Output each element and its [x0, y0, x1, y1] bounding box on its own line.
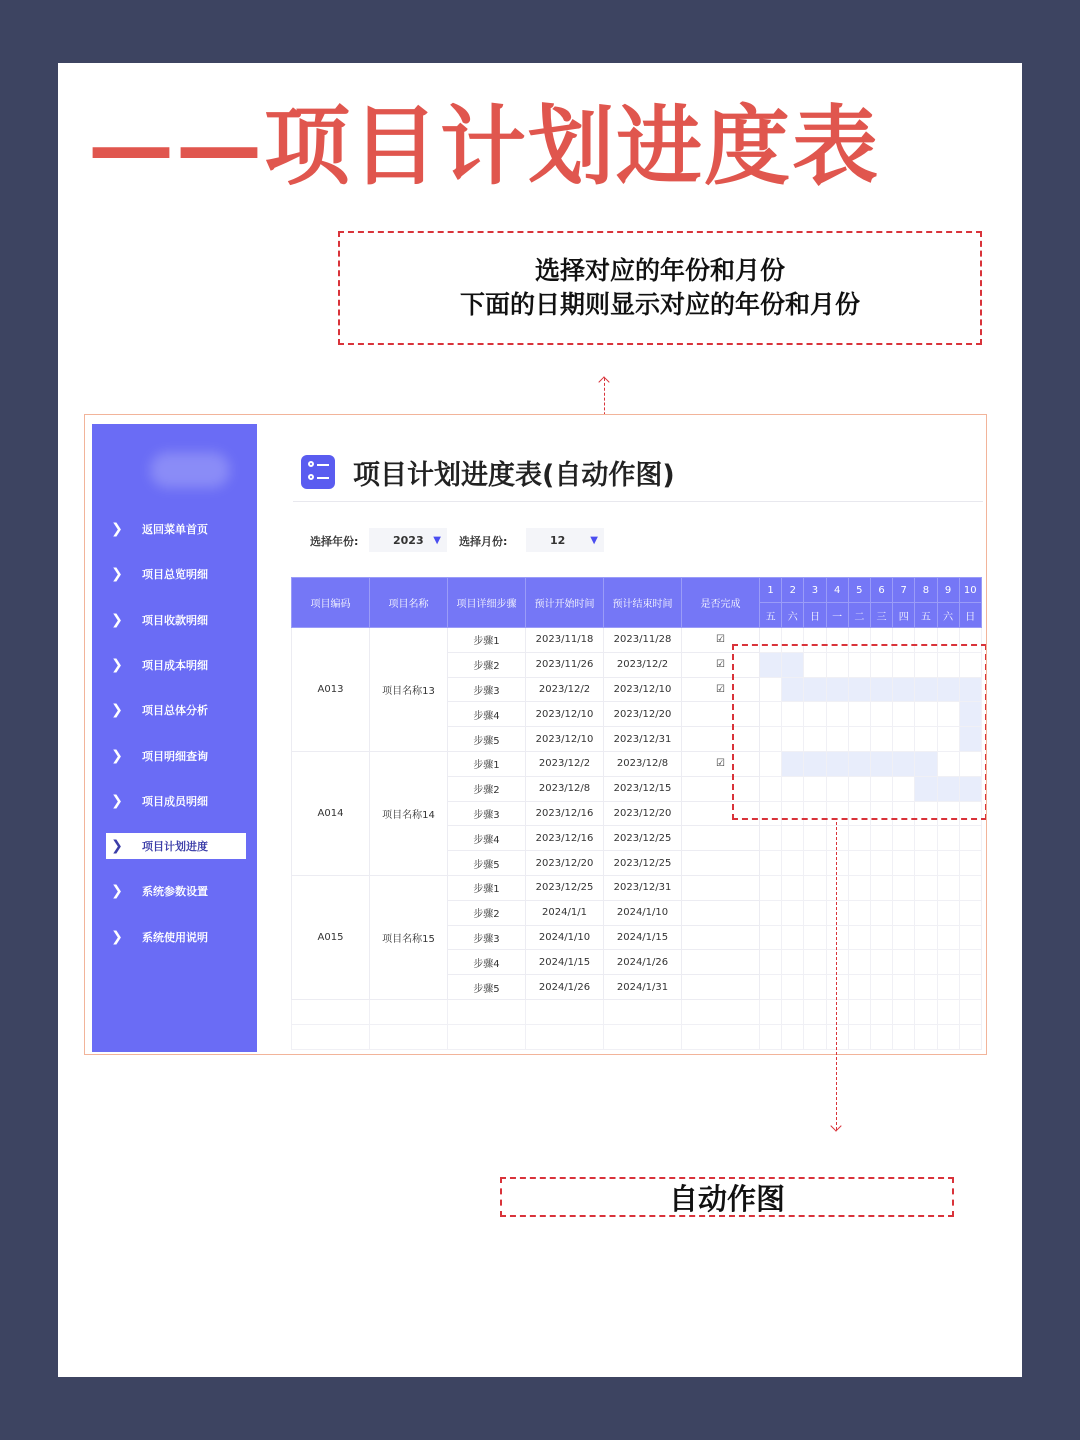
- start-date-cell: 2023/11/26: [526, 652, 604, 677]
- gantt-cell: [870, 826, 892, 851]
- callout-select-year-month: [338, 231, 982, 345]
- step-cell: 步骤5: [448, 727, 526, 752]
- end-date-cell: 2023/12/31: [604, 727, 682, 752]
- weekday-header: 日: [804, 603, 826, 628]
- empty-row: [292, 1024, 982, 1049]
- sidebar-item-label: 项目总览明细: [142, 568, 208, 582]
- sidebar-item-label: 项目成本明细: [142, 658, 208, 672]
- start-date-cell: 2024/1/26: [526, 975, 604, 1000]
- step-cell: 步骤2: [448, 900, 526, 925]
- gantt-cell: [915, 975, 937, 1000]
- gantt-cell: [893, 975, 915, 1000]
- start-date-cell: 2023/12/8: [526, 776, 604, 801]
- empty-cell: [526, 999, 604, 1024]
- chevron-right-icon: ❯: [111, 521, 123, 537]
- gantt-cell: [893, 925, 915, 950]
- gantt-cell: [782, 925, 804, 950]
- start-date-cell: 2023/12/16: [526, 826, 604, 851]
- end-date-cell: 2023/12/8: [604, 751, 682, 776]
- gantt-cell: [804, 826, 826, 851]
- gantt-cell: [826, 925, 848, 950]
- chevron-right-icon: ❯: [111, 747, 123, 764]
- gantt-cell: [870, 975, 892, 1000]
- gantt-cell: [760, 950, 782, 975]
- sidebar-item-label: 系统参数设置: [142, 885, 208, 899]
- month-value: 12: [550, 533, 566, 547]
- gantt-cell: [760, 826, 782, 851]
- logo: [150, 452, 230, 488]
- empty-cell: [370, 1024, 448, 1049]
- gantt-cell: [782, 875, 804, 900]
- gantt-cell: [915, 826, 937, 851]
- empty-cell: [604, 999, 682, 1024]
- project-name: 项目名称13: [370, 628, 448, 752]
- done-checkbox[interactable]: ☑: [682, 628, 760, 653]
- gantt-cell: [937, 900, 959, 925]
- column-header: 是否完成: [682, 578, 760, 628]
- gantt-cell: [782, 826, 804, 851]
- gantt-cell: [826, 975, 848, 1000]
- gantt-cell: [893, 900, 915, 925]
- done-checkbox[interactable]: ☑: [682, 652, 760, 677]
- empty-cell: [292, 999, 370, 1024]
- column-header: 项目详细步骤: [448, 578, 526, 628]
- gantt-cell: [915, 950, 937, 975]
- column-header: 预计开始时间: [526, 578, 604, 628]
- empty-cell: [604, 1024, 682, 1049]
- empty-cell: [848, 999, 870, 1024]
- gantt-cell: [782, 975, 804, 1000]
- gantt-cell: [848, 925, 870, 950]
- gantt-cell: [959, 900, 981, 925]
- sidebar-item-label: 项目明细查询: [142, 749, 208, 763]
- done-checkbox[interactable]: [682, 851, 760, 876]
- month-label: 选择月份:: [459, 535, 508, 548]
- gantt-cell: [848, 975, 870, 1000]
- day-header: 6: [870, 578, 892, 603]
- gantt-cell: [848, 875, 870, 900]
- end-date-cell: 2023/11/28: [604, 628, 682, 653]
- step-cell: 步骤4: [448, 702, 526, 727]
- empty-cell: [826, 999, 848, 1024]
- weekday-header: 五: [760, 603, 782, 628]
- end-date-cell: 2024/1/26: [604, 950, 682, 975]
- sidebar-item[interactable]: [106, 516, 246, 542]
- table-row: [292, 875, 982, 900]
- start-date-cell: 2023/12/16: [526, 801, 604, 826]
- empty-cell: [915, 999, 937, 1024]
- step-cell: 步骤3: [448, 925, 526, 950]
- gantt-cell: [937, 851, 959, 876]
- step-cell: 步骤3: [448, 801, 526, 826]
- gantt-cell: [870, 851, 892, 876]
- sidebar-item-label: 系统使用说明: [142, 930, 208, 944]
- empty-cell: [937, 1024, 959, 1049]
- page-title: 项目计划进度表(自动作图): [353, 460, 675, 491]
- day-header: 8: [915, 578, 937, 603]
- gantt-cell: [959, 950, 981, 975]
- gantt-cell: [782, 900, 804, 925]
- start-date-cell: 2023/12/10: [526, 727, 604, 752]
- column-header: 项目名称: [370, 578, 448, 628]
- chevron-right-icon: ❯: [111, 883, 123, 900]
- gantt-cell: [848, 826, 870, 851]
- step-cell: 步骤5: [448, 851, 526, 876]
- project-code: A015: [292, 875, 370, 999]
- start-date-cell: 2023/12/25: [526, 875, 604, 900]
- app-screenshot: [84, 414, 987, 1055]
- start-date-cell: 2023/12/2: [526, 677, 604, 702]
- end-date-cell: 2024/1/31: [604, 975, 682, 1000]
- start-date-cell: 2023/12/20: [526, 851, 604, 876]
- gantt-cell: [937, 925, 959, 950]
- done-checkbox[interactable]: [682, 826, 760, 851]
- empty-cell: [848, 1024, 870, 1049]
- weekday-header: 三: [870, 603, 892, 628]
- end-date-cell: 2023/12/20: [604, 801, 682, 826]
- gantt-cell: [760, 925, 782, 950]
- chevron-right-icon: ❯: [111, 792, 123, 809]
- empty-cell: [804, 999, 826, 1024]
- auto-chart-highlight: [732, 644, 987, 820]
- end-date-cell: 2023/12/31: [604, 875, 682, 900]
- step-cell: 步骤1: [448, 628, 526, 653]
- gantt-cell: [848, 950, 870, 975]
- chevron-right-icon: ❯: [111, 702, 123, 719]
- day-header: 5: [848, 578, 870, 603]
- gantt-cell: [915, 900, 937, 925]
- chevron-right-icon: ❯: [111, 838, 123, 855]
- weekday-header: 六: [782, 603, 804, 628]
- gantt-cell: [959, 925, 981, 950]
- gantt-cell: [870, 900, 892, 925]
- day-header: 3: [804, 578, 826, 603]
- sidebar-item[interactable]: [106, 697, 246, 723]
- gantt-cell: [826, 900, 848, 925]
- step-cell: 步骤3: [448, 677, 526, 702]
- sidebar-item-label: 返回菜单首页: [142, 523, 208, 536]
- sidebar-item[interactable]: [106, 607, 246, 633]
- empty-cell: [682, 1024, 760, 1049]
- title-divider: [293, 501, 983, 502]
- project-name: 项目名称14: [370, 751, 448, 875]
- empty-cell: [292, 1024, 370, 1049]
- project-code: A014: [292, 751, 370, 875]
- empty-cell: [782, 1024, 804, 1049]
- gantt-cell: [826, 826, 848, 851]
- callout-line-2: 下面的日期则显示对应的年份和月份: [459, 290, 860, 319]
- end-date-cell: 2024/1/15: [604, 925, 682, 950]
- step-cell: 步骤2: [448, 652, 526, 677]
- column-header: 项目编码: [292, 578, 370, 628]
- gantt-cell: [848, 851, 870, 876]
- day-header: 2: [782, 578, 804, 603]
- start-date-cell: 2023/12/10: [526, 702, 604, 727]
- gantt-cell: [937, 950, 959, 975]
- gantt-cell: [893, 950, 915, 975]
- step-cell: 步骤4: [448, 826, 526, 851]
- empty-cell: [760, 999, 782, 1024]
- end-date-cell: 2024/1/10: [604, 900, 682, 925]
- sidebar-item[interactable]: [106, 561, 246, 587]
- day-header: 10: [959, 578, 981, 603]
- project-code: A013: [292, 628, 370, 752]
- empty-cell: [782, 999, 804, 1024]
- gantt-cell: [893, 826, 915, 851]
- empty-cell: [370, 999, 448, 1024]
- start-date-cell: 2024/1/1: [526, 900, 604, 925]
- start-date-cell: 2023/11/18: [526, 628, 604, 653]
- end-date-cell: 2023/12/20: [604, 702, 682, 727]
- weekday-header: 五: [915, 603, 937, 628]
- gantt-cell: [826, 851, 848, 876]
- empty-cell: [937, 999, 959, 1024]
- end-date-cell: 2023/12/15: [604, 776, 682, 801]
- gantt-cell: [804, 875, 826, 900]
- weekday-header: 二: [848, 603, 870, 628]
- weekday-header: 日: [959, 603, 981, 628]
- done-checkbox[interactable]: ☑: [682, 677, 760, 702]
- chevron-right-icon: ❯: [111, 656, 123, 673]
- done-checkbox[interactable]: [682, 900, 760, 925]
- gantt-cell: [893, 875, 915, 900]
- start-date-cell: 2024/1/15: [526, 950, 604, 975]
- gantt-cell: [848, 900, 870, 925]
- day-header: 1: [760, 578, 782, 603]
- end-date-cell: 2023/12/25: [604, 826, 682, 851]
- start-date-cell: 2023/12/2: [526, 751, 604, 776]
- done-checkbox[interactable]: [682, 925, 760, 950]
- checklist-icon: [301, 455, 335, 489]
- gantt-cell: [870, 875, 892, 900]
- weekday-header: 一: [826, 603, 848, 628]
- year-label: 选择年份:: [310, 535, 359, 548]
- gantt-cell: [760, 975, 782, 1000]
- empty-cell: [760, 1024, 782, 1049]
- gantt-cell: [915, 875, 937, 900]
- chevron-right-icon: ❯: [111, 928, 123, 945]
- gantt-cell: [893, 851, 915, 876]
- dropdown-triangle-icon: ▼: [433, 534, 441, 546]
- gantt-cell: [915, 925, 937, 950]
- gantt-cell: [959, 851, 981, 876]
- day-header: 7: [893, 578, 915, 603]
- chevron-right-icon: ❯: [111, 566, 123, 583]
- connector-arrow-down: [836, 822, 837, 1130]
- empty-cell: [826, 1024, 848, 1049]
- empty-cell: [682, 999, 760, 1024]
- gantt-cell: [804, 975, 826, 1000]
- weekday-header: 四: [893, 603, 915, 628]
- gantt-cell: [870, 925, 892, 950]
- gantt-cell: [782, 851, 804, 876]
- done-checkbox[interactable]: ☑: [682, 751, 760, 776]
- sidebar-item[interactable]: [106, 652, 246, 678]
- gantt-cell: [937, 975, 959, 1000]
- callout-auto-chart: 自动作图: [500, 1177, 954, 1217]
- day-header: 4: [826, 578, 848, 603]
- sidebar-item-label: 项目成员明细: [142, 794, 208, 808]
- step-cell: 步骤4: [448, 950, 526, 975]
- done-checkbox[interactable]: [682, 875, 760, 900]
- gantt-cell: [937, 875, 959, 900]
- end-date-cell: 2023/12/10: [604, 677, 682, 702]
- empty-cell: [915, 1024, 937, 1049]
- gantt-cell: [937, 826, 959, 851]
- sidebar-item[interactable]: [106, 743, 246, 769]
- gantt-cell: [760, 851, 782, 876]
- day-header: 9: [937, 578, 959, 603]
- end-date-cell: 2023/12/2: [604, 652, 682, 677]
- sidebar-item[interactable]: [106, 833, 246, 859]
- empty-cell: [448, 999, 526, 1024]
- step-cell: 步骤1: [448, 875, 526, 900]
- gantt-cell: [804, 925, 826, 950]
- empty-cell: [448, 1024, 526, 1049]
- year-value: 2023: [393, 533, 424, 547]
- sidebar-item[interactable]: [106, 878, 246, 904]
- sidebar-item-label: 项目收款明细: [142, 613, 208, 627]
- empty-cell: [870, 999, 892, 1024]
- dropdown-triangle-icon: ▼: [590, 534, 598, 546]
- gantt-cell: [870, 950, 892, 975]
- project-name: 项目名称15: [370, 875, 448, 999]
- gantt-cell: [826, 950, 848, 975]
- gantt-cell: [826, 875, 848, 900]
- empty-cell: [959, 999, 981, 1024]
- done-checkbox[interactable]: [682, 975, 760, 1000]
- weekday-header: 六: [937, 603, 959, 628]
- year-select[interactable]: [369, 528, 447, 552]
- gantt-cell: [760, 875, 782, 900]
- sidebar-item-label: 项目总体分析: [142, 704, 208, 718]
- empty-cell: [804, 1024, 826, 1049]
- gantt-cell: [804, 851, 826, 876]
- step-cell: 步骤1: [448, 751, 526, 776]
- column-header: 预计结束时间: [604, 578, 682, 628]
- empty-row: [292, 999, 982, 1024]
- start-date-cell: 2024/1/10: [526, 925, 604, 950]
- gantt-cell: [782, 950, 804, 975]
- callout-line-1: 选择对应的年份和月份: [534, 256, 785, 285]
- gantt-cell: [804, 950, 826, 975]
- gantt-cell: [959, 826, 981, 851]
- empty-cell: [893, 1024, 915, 1049]
- gantt-cell: [760, 900, 782, 925]
- sidebar-item[interactable]: [106, 924, 246, 950]
- sidebar-item-label: 项目计划进度: [142, 840, 208, 854]
- empty-cell: [870, 1024, 892, 1049]
- gantt-cell: [915, 851, 937, 876]
- sidebar: [92, 424, 257, 1052]
- step-cell: 步骤5: [448, 975, 526, 1000]
- hero-title: ——项目计划进度表: [88, 97, 880, 197]
- done-checkbox[interactable]: [682, 950, 760, 975]
- empty-cell: [959, 1024, 981, 1049]
- month-select[interactable]: [526, 528, 604, 552]
- sidebar-item[interactable]: [106, 788, 246, 814]
- gantt-cell: [804, 900, 826, 925]
- gantt-cell: [959, 975, 981, 1000]
- empty-cell: [526, 1024, 604, 1049]
- chevron-right-icon: ❯: [111, 611, 123, 628]
- gantt-cell: [959, 875, 981, 900]
- step-cell: 步骤2: [448, 776, 526, 801]
- end-date-cell: 2023/12/25: [604, 851, 682, 876]
- empty-cell: [893, 999, 915, 1024]
